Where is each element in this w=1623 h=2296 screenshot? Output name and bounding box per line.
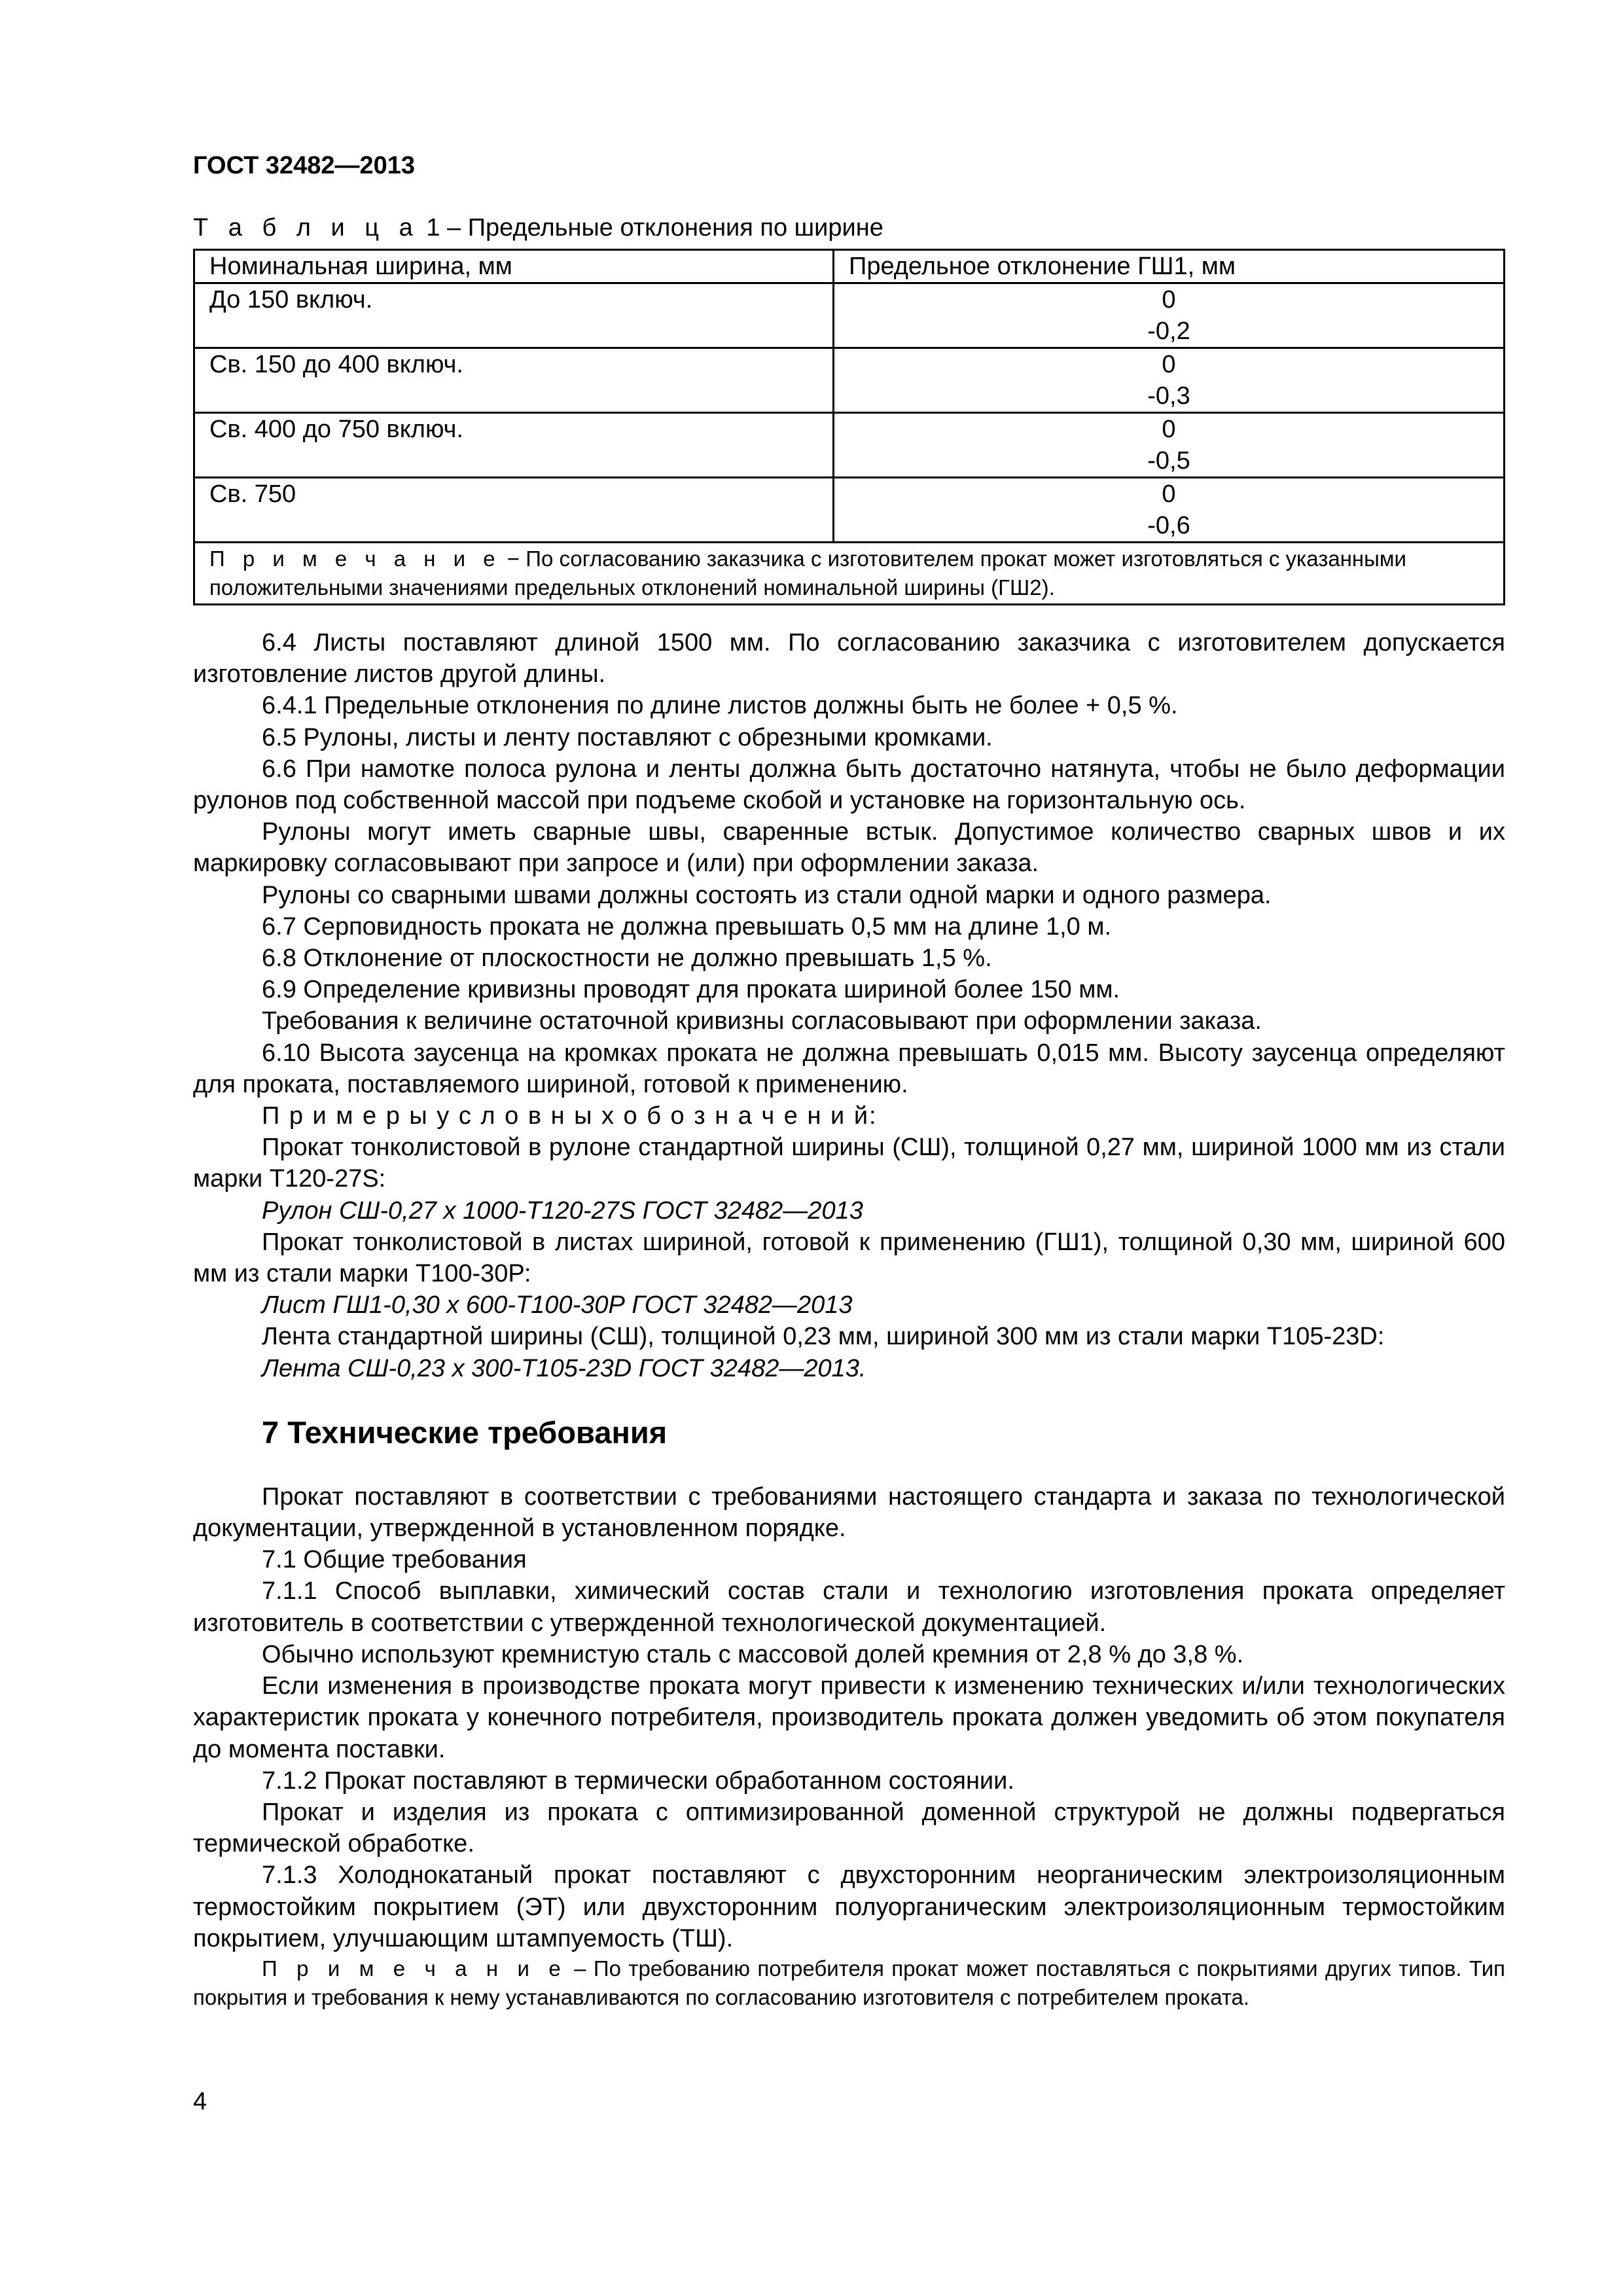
section-7-title: 7 Технические требования	[262, 1414, 668, 1450]
paragraph-7-1-2: 7.1.2 Прокат поставляют в термически обработанном состоянии.	[262, 1767, 1014, 1795]
deviation-lower: -0,2	[1147, 317, 1190, 345]
paragraph-7-1-2-domain: Прокат и изделия из проката с оптимизированной доменной структурой не должны подвергаться термической обработке.	[193, 1798, 1505, 1858]
table-note-text: − По согласованию заказчика с изготовителем прокат может изготовляться с указанными положительными значениями предельных отклонений номинальной ширины (ГШ2).	[209, 547, 1406, 600]
paragraph-6-6-same-grade: Рулоны со сварными швами должны состоять из стали одной марки и одного размера.	[262, 881, 1272, 909]
paragraph-6-4: 6.4 Листы поставляют длиной 1500 мм. По согласованию заказчика с изготовителем допускается изготовление листов другой длины.	[193, 629, 1505, 689]
paragraph-6-5: 6.5 Рулоны, листы и ленту поставляют с обрезными кромками.	[262, 723, 993, 751]
table-row	[194, 283, 1505, 348]
deviation-upper: 0	[1162, 416, 1176, 443]
deviation-upper: 0	[1162, 286, 1176, 314]
table-row	[194, 413, 1505, 478]
deviation-upper: 0	[1162, 480, 1176, 508]
table-header-width: Номинальная ширина, мм	[194, 250, 834, 283]
table-note	[194, 543, 1505, 605]
table-cell-deviation	[834, 348, 1505, 413]
table-header-deviation: Предельное отклонение ГШ1, мм	[834, 250, 1505, 283]
table-cell-deviation	[834, 283, 1505, 348]
table-note-word: П р и м е ч а н и е	[209, 547, 501, 571]
table-cell-width: Св. 150 до 400 включ.	[194, 348, 834, 413]
table-row	[194, 478, 1505, 543]
table-caption	[193, 214, 883, 242]
section-7-note	[193, 1954, 1505, 2012]
paragraph-6-9: 6.9 Определение кривизны проводят для проката шириной более 150 мм.	[262, 976, 1120, 1004]
table-cell-width: Св. 750	[194, 478, 834, 543]
document-body	[193, 627, 1505, 2012]
example-1-text: Прокат тонколистовой в рулоне стандартной ширины (СШ), толщиной 0,27 мм, шириной 1000 мм из стали марки Т120-27S:	[193, 1134, 1505, 1193]
table-row	[194, 348, 1505, 413]
section-7-note-text: – По требованию потребителя прокат может поставляться с покрытиями других типов. Тип покрытия и требования к нему устанавливаются по согласованию изготовителя с потребителем проката.	[193, 1956, 1506, 2009]
section-7-note-word: П р и м е ч а н и е	[262, 1956, 567, 1981]
paragraph-7-1-1-changes: Если изменения в производстве проката могут привести к изменению технических и/или технологических характеристик проката у конечного потребителя, производитель проката должен уведомить об этом покупателя до момента поставки.	[193, 1672, 1505, 1763]
table-header-row	[194, 250, 1505, 283]
paragraph-6-6: 6.6 При намотке полоса рулона и ленты должна быть достаточно натянута, чтобы не было деформации рулонов под собственной массой при подъеме скобой и установке на горизонтальную ось.	[193, 755, 1505, 815]
deviation-lower: -0,3	[1147, 382, 1190, 410]
example-2-text: Прокат тонколистовой в листах шириной, готовой к применению (ГШ1), толщиной 0,30 мм, шириной 600 мм из стали марки Т100-30Р:	[193, 1228, 1505, 1288]
paragraph-7-1-1-silicon: Обычно используют кремнистую сталь с массовой долей кремния от 2,8 % до 3,8 %.	[262, 1640, 1244, 1668]
paragraph-7-1-3: 7.1.3 Холоднокатаный прокат поставляют с двухсторонним неорганическим электроизоляционным термостойким покрытием (ЭТ) или двухсторонним полуорганическим электроизоляционным термостойким покрытием, улучшающим штампуемость (ТШ).	[193, 1861, 1505, 1952]
document-header: ГОСТ 32482—2013	[193, 152, 416, 179]
paragraph-6-10: 6.10 Высота заусенца на кромках проката не должна превышать 0,015 мм. Высоту заусенца определяют для проката, поставляемого шириной, готовой к применению.	[193, 1039, 1505, 1098]
paragraph-6-8: 6.8 Отклонение от плоскостности не должно превышать 1,5 %.	[262, 944, 992, 973]
page-number: 4	[193, 2088, 207, 2115]
width-deviation-table	[193, 249, 1505, 605]
deviation-lower: -0,5	[1147, 447, 1190, 475]
example-3-text: Лента стандартной ширины (СШ), толщиной 0,23 мм, шириной 300 мм из стали марки Т105-23D:	[262, 1323, 1385, 1351]
example-3-code: Лента СШ-0,23 х 300-Т105-23D ГОСТ 32482—2013.	[262, 1354, 866, 1382]
paragraph-6-9-curvature: Требования к величине остаточной кривизны согласовывают при оформлении заказа.	[262, 1007, 1262, 1035]
paragraph-6-6-welds: Рулоны могут иметь сварные швы, сваренные встык. Допустимое количество сварных швов и их маркировку согласовывают при запросе и (или) при оформлении заказа.	[193, 818, 1505, 878]
table-caption-text: 1 – Предельные отклонения по ширине	[419, 214, 883, 242]
example-1-code: Рулон СШ-0,27 х 1000-Т120-27S ГОСТ 32482—2013	[262, 1196, 863, 1225]
deviation-upper: 0	[1162, 351, 1176, 378]
example-2-code: Лист ГШ1-0,30 х 600-Т100-30Р ГОСТ 32482—2013	[262, 1291, 853, 1319]
examples-title: П р и м е р ы у с л о в н ы х о б о з н а ч е н и й:	[262, 1102, 878, 1130]
deviation-lower: -0,6	[1147, 512, 1190, 539]
table-cell-width: Св. 400 до 750 включ.	[194, 413, 834, 478]
table-caption-word: Т а б л и ц а	[193, 214, 419, 242]
paragraph-6-7: 6.7 Серповидность проката не должна превышать 0,5 мм на длине 1,0 м.	[262, 912, 1112, 941]
paragraph-7-1: 7.1 Общие требования	[262, 1546, 527, 1574]
table-cell-deviation	[834, 413, 1505, 478]
table-cell-width: До 150 включ.	[194, 283, 834, 348]
paragraph-6-4-1: 6.4.1 Предельные отклонения по длине листов должны быть не более + 0,5 %.	[262, 692, 1178, 720]
table-note-row	[194, 543, 1505, 605]
section-7-intro: Прокат поставляют в соответствии с требованиями настоящего стандарта и заказа по технологической документации, утвержденной в установленном порядке.	[193, 1482, 1505, 1543]
paragraph-7-1-1: 7.1.1 Способ выплавки, химический состав стали и технологию изготовления проката определяет изготовитель в соответствии с утвержденной технологической документацией.	[193, 1577, 1505, 1637]
table-cell-deviation	[834, 478, 1505, 543]
